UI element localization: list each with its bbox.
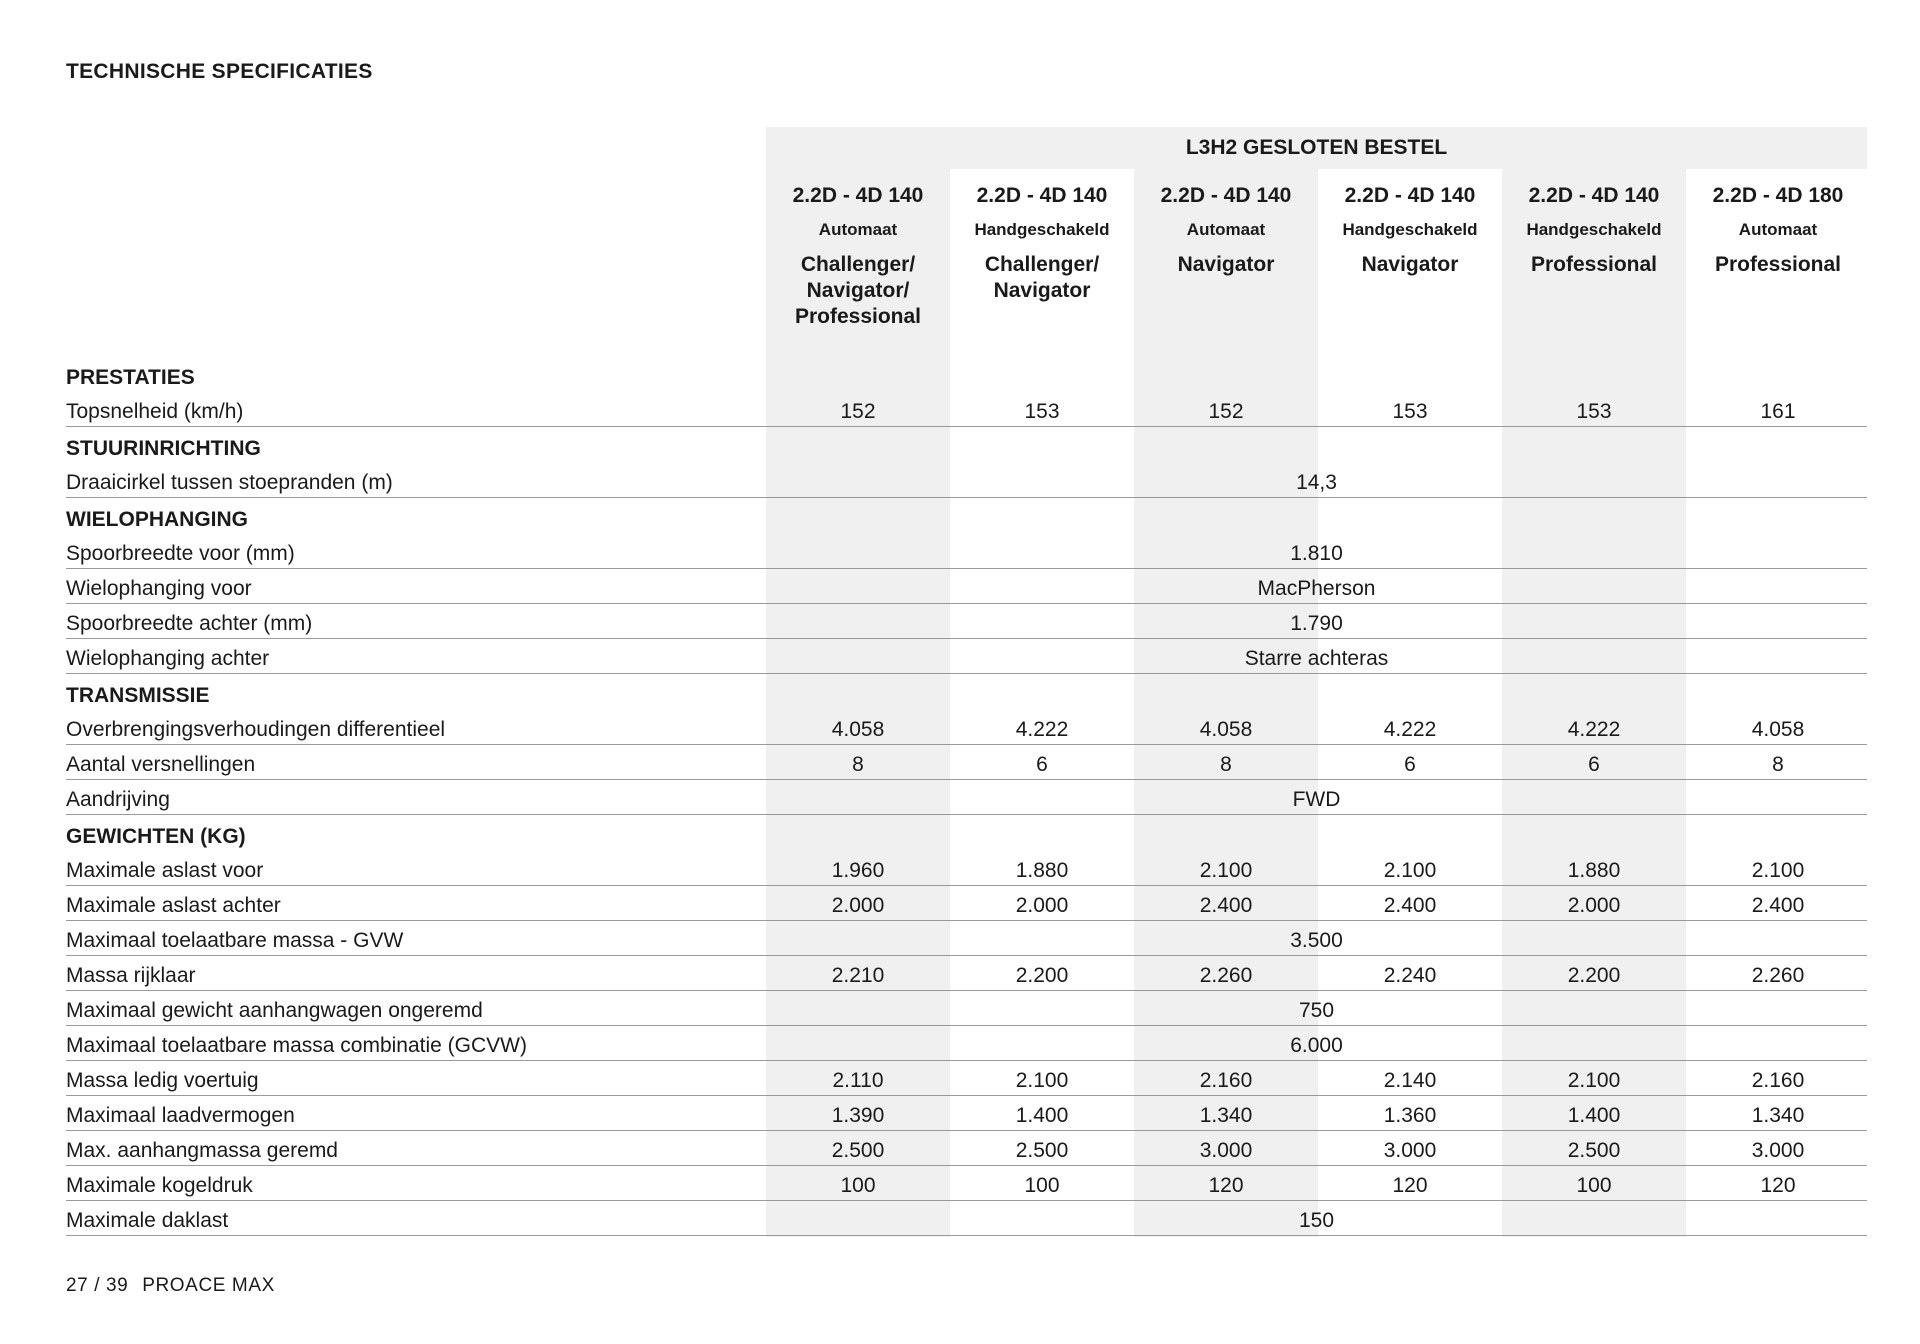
cell-value: 2.100 (1567, 1069, 1621, 1092)
cell-value: 2.500 (831, 1139, 885, 1162)
cell-value: 2.110 (832, 1069, 884, 1092)
table-row (66, 1026, 1867, 1061)
engine-label: 2.2D - 4D 140 (1344, 184, 1476, 207)
cell-value: 4.058 (1751, 718, 1805, 741)
cell-value: 4.222 (1015, 718, 1069, 741)
transmission-label: Handgeschakeld (1526, 220, 1662, 239)
cell-value: 2.160 (1751, 1069, 1805, 1092)
version-label: Navigator (993, 279, 1091, 302)
cell-value: 1.340 (1199, 1104, 1253, 1127)
table-row (66, 780, 1867, 815)
cell-value: 3.000 (1199, 1139, 1253, 1162)
row-label: Maximaal laadvermogen (66, 1104, 295, 1127)
cell-value: 152 (1208, 400, 1244, 423)
row-label: Maximaal toelaatbare massa - GVW (66, 929, 404, 952)
cell-value: 2.140 (1383, 1069, 1437, 1092)
table-row (66, 534, 1867, 569)
category-row (66, 498, 1867, 534)
category-row (66, 356, 1867, 392)
category-row (66, 815, 1867, 851)
spec-table (66, 356, 1867, 1236)
row-label: Maximale daklast (66, 1209, 229, 1232)
cell-value: 120 (1392, 1174, 1428, 1197)
cell-value: 3.000 (1751, 1139, 1805, 1162)
transmission-label: Handgeschakeld (1342, 220, 1478, 239)
category-label: GEWICHTEN (KG) (66, 825, 246, 848)
version-label: Navigator (1177, 253, 1275, 276)
table-row (66, 1096, 1867, 1131)
cell-value: 2.400 (1751, 894, 1805, 917)
cell-value: 1.400 (1567, 1104, 1621, 1127)
table-row (66, 956, 1867, 991)
table-row (66, 851, 1867, 886)
cell-value: 2.210 (831, 964, 885, 987)
cell-value: 4.058 (1199, 718, 1253, 741)
transmission-label: Handgeschakeld (974, 220, 1110, 239)
cell-value: 2.200 (1015, 964, 1069, 987)
row-label: Spoorbreedte achter (mm) (66, 612, 313, 635)
row-label: Massa ledig voertuig (66, 1069, 259, 1092)
cell-value: 2.000 (1567, 894, 1621, 917)
table-row (66, 886, 1867, 921)
category-row (66, 674, 1867, 710)
transmission-label: Automaat (1738, 220, 1818, 239)
cell-value: 2.100 (1751, 859, 1805, 882)
column-header (1686, 170, 1870, 278)
merged-cell-value: FWD (1292, 788, 1341, 811)
cell-value: 153 (1392, 400, 1428, 423)
cell-value: 6 (1588, 753, 1600, 776)
category-label: TRANSMISSIE (66, 684, 210, 707)
table-row (66, 710, 1867, 745)
table-row (66, 1201, 1867, 1236)
cell-value: 1.390 (831, 1104, 885, 1127)
cell-value: 2.100 (1015, 1069, 1069, 1092)
row-label: Maximaal toelaatbare massa combinatie (GCVW) (66, 1034, 527, 1057)
cell-value: 100 (1576, 1174, 1612, 1197)
cell-value: 4.222 (1567, 718, 1621, 741)
version-label: Navigator/ (806, 279, 910, 302)
row-label: Wielophanging voor (66, 577, 252, 600)
merged-cell-value: 14,3 (1296, 471, 1337, 494)
row-label: Wielophanging achter (66, 647, 270, 670)
table-row (66, 1061, 1867, 1096)
cell-value: 2.100 (1383, 859, 1437, 882)
merged-cell-value: Starre achteras (1244, 647, 1389, 670)
cell-value: 3.000 (1383, 1139, 1437, 1162)
cell-value: 6 (1404, 753, 1416, 776)
version-label: Professional (794, 305, 922, 328)
merged-cell-value: 1.810 (1290, 542, 1343, 565)
row-label: Maximale aslast achter (66, 894, 281, 917)
cell-value: 4.058 (831, 718, 885, 741)
table-row (66, 921, 1867, 956)
row-label: Aandrijving (66, 788, 170, 811)
row-label: Aantal versnellingen (66, 753, 256, 776)
group-header: L3H2 GESLOTEN BESTEL (766, 127, 1867, 169)
cell-value: 2.000 (831, 894, 885, 917)
column-header (1318, 170, 1502, 278)
row-label: Overbrengingsverhoudingen differentieel (66, 718, 446, 741)
engine-label: 2.2D - 4D 140 (1528, 184, 1660, 207)
cell-value: 2.200 (1567, 964, 1621, 987)
row-label: Maximale aslast voor (66, 859, 264, 882)
table-row (66, 569, 1867, 604)
transmission-label: Automaat (1186, 220, 1266, 239)
cell-value: 2.100 (1199, 859, 1253, 882)
table-row (66, 604, 1867, 639)
version-label: Navigator (1361, 253, 1459, 276)
merged-cell-value: 150 (1298, 1209, 1335, 1232)
cell-value: 2.160 (1199, 1069, 1253, 1092)
version-label: Professional (1714, 253, 1842, 276)
transmission-label: Automaat (818, 220, 898, 239)
cell-value: 4.222 (1383, 718, 1437, 741)
cell-value: 1.880 (1567, 859, 1621, 882)
category-label: PRESTATIES (66, 366, 195, 389)
row-label: Topsnelheid (km/h) (66, 400, 244, 423)
cell-value: 2.500 (1015, 1139, 1069, 1162)
cell-value: 100 (1024, 1174, 1060, 1197)
cell-value: 2.260 (1199, 964, 1253, 987)
cell-value: 2.400 (1383, 894, 1437, 917)
table-row (66, 991, 1867, 1026)
row-label: Maximale kogeldruk (66, 1174, 253, 1197)
merged-cell-value: MacPherson (1257, 577, 1376, 600)
table-row (66, 1131, 1867, 1166)
row-label: Spoorbreedte voor (mm) (66, 542, 295, 565)
row-label: Draaicirkel tussen stoepranden (m) (66, 471, 393, 494)
table-row (66, 392, 1867, 427)
cell-value: 152 (840, 400, 876, 423)
row-label: Maximaal gewicht aanhangwagen ongeremd (66, 999, 483, 1022)
category-label: STUURINRICHTING (66, 437, 261, 460)
merged-cell-value: 6.000 (1290, 1034, 1343, 1057)
column-header (766, 170, 950, 330)
version-label: Professional (1530, 253, 1658, 276)
category-label: WIELOPHANGING (66, 508, 248, 531)
table-row (66, 745, 1867, 780)
cell-value: 1.360 (1383, 1104, 1437, 1127)
merged-cell-value: 3.500 (1290, 929, 1343, 952)
cell-value: 1.960 (831, 859, 885, 882)
table-row (66, 1166, 1867, 1201)
cell-value: 2.400 (1199, 894, 1253, 917)
cell-value: 120 (1208, 1174, 1244, 1197)
column-header (1502, 170, 1686, 278)
footer (66, 1275, 283, 1297)
page-title: TECHNISCHE SPECIFICATIES (66, 60, 373, 83)
cell-value: 153 (1024, 400, 1060, 423)
cell-value: 1.400 (1015, 1104, 1069, 1127)
cell-value: 8 (1772, 753, 1784, 776)
cell-value: 2.260 (1751, 964, 1805, 987)
engine-label: 2.2D - 4D 140 (792, 184, 924, 207)
engine-label: 2.2D - 4D 180 (1712, 184, 1844, 207)
table-row (66, 639, 1867, 674)
cell-value: 100 (840, 1174, 876, 1197)
cell-value: 120 (1760, 1174, 1796, 1197)
cell-value: 2.000 (1015, 894, 1069, 917)
engine-label: 2.2D - 4D 140 (1160, 184, 1292, 207)
cell-value: 1.880 (1015, 859, 1069, 882)
cell-value: 1.340 (1751, 1104, 1805, 1127)
engine-label: 2.2D - 4D 140 (976, 184, 1108, 207)
cell-value: 6 (1036, 753, 1048, 776)
cell-value: 2.240 (1383, 964, 1437, 987)
version-label: Challenger/ (800, 253, 916, 276)
column-header (950, 170, 1134, 304)
cell-value: 8 (852, 753, 864, 776)
cell-value: 153 (1576, 400, 1612, 423)
column-header (1134, 170, 1318, 278)
cell-value: 8 (1220, 753, 1232, 776)
version-label: Challenger/ (984, 253, 1100, 276)
page-number: 27 / 39 (66, 1275, 129, 1296)
row-label: Max. aanhangmassa geremd (66, 1139, 338, 1162)
cell-value: 2.500 (1567, 1139, 1621, 1162)
merged-cell-value: 1.790 (1290, 612, 1343, 635)
model-name: PROACE MAX (142, 1275, 275, 1296)
cell-value: 161 (1760, 400, 1796, 423)
row-label: Massa rijklaar (66, 964, 196, 987)
merged-cell-value: 750 (1298, 999, 1335, 1022)
table-row (66, 463, 1867, 498)
category-row (66, 427, 1867, 463)
